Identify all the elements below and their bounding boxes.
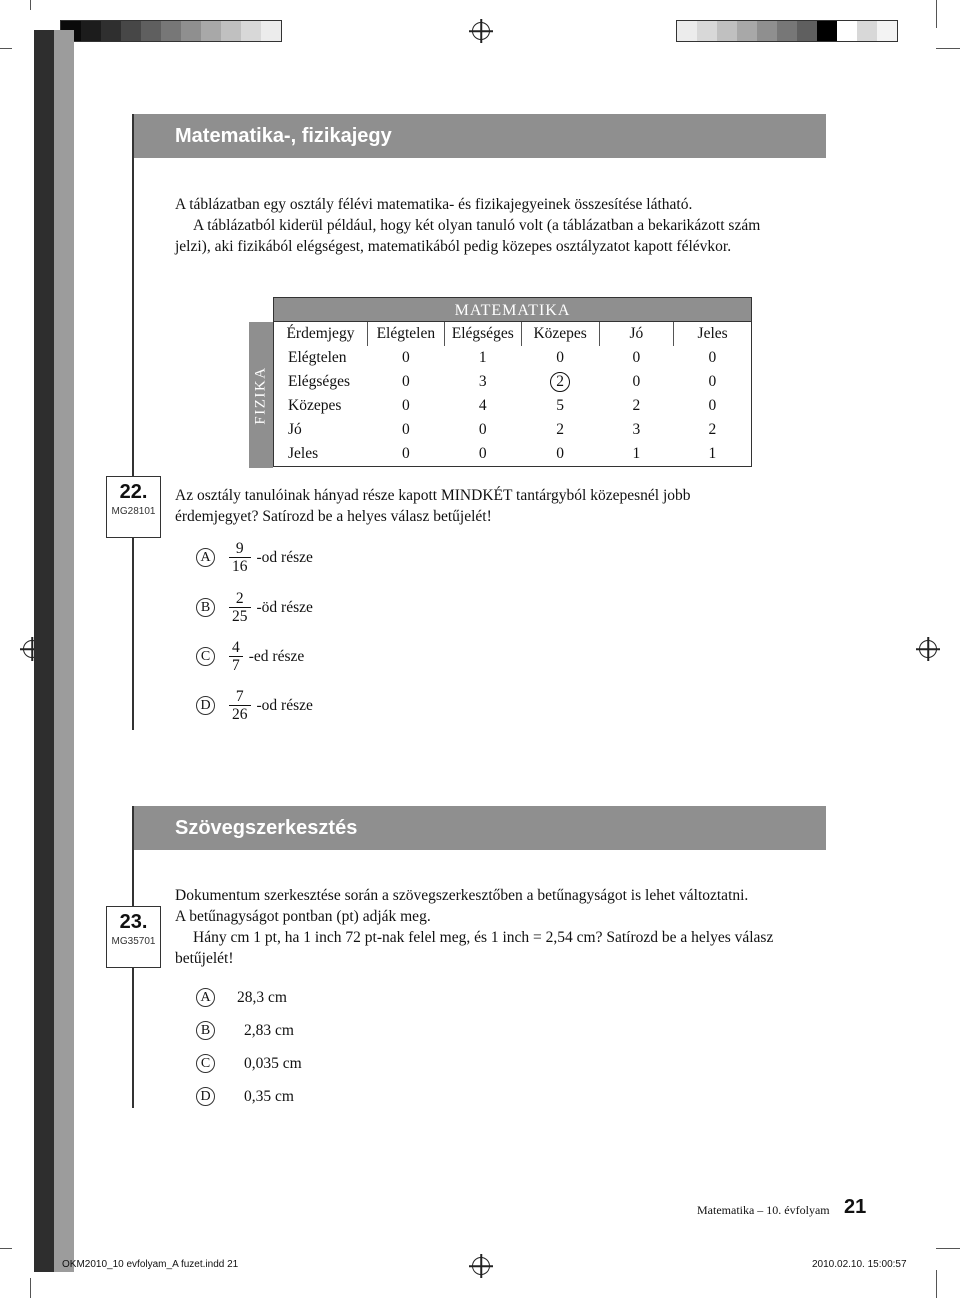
table-row — [274, 370, 752, 394]
fizika-label: FIZIKA — [252, 365, 269, 425]
fraction — [229, 540, 251, 575]
table-row — [274, 394, 752, 418]
registration-mark-icon — [472, 1257, 490, 1275]
crop-mark — [936, 1248, 960, 1249]
option-letter[interactable]: A — [196, 988, 215, 1007]
table-cell: 0 — [556, 349, 564, 366]
table-cell: 1 — [708, 445, 717, 462]
option-suffix: -od része — [256, 548, 313, 566]
option-text: 2,83 cm — [244, 1021, 294, 1039]
fraction-denominator: 25 — [229, 607, 251, 625]
registration-mark-icon — [472, 22, 490, 40]
table-cell: 0 — [708, 373, 717, 390]
answer-option-a[interactable] — [196, 540, 313, 575]
registration-mark-icon — [919, 640, 937, 658]
section-rule — [132, 114, 134, 730]
table-cell: 0 — [708, 349, 717, 366]
table-cell: 2 — [708, 421, 717, 438]
question-code: MG28101 — [111, 506, 156, 517]
answer-option-d[interactable] — [196, 688, 313, 723]
section-title: Szövegszerkesztés — [175, 817, 358, 839]
column-header: Elégséges — [444, 322, 521, 346]
crop-mark — [936, 48, 960, 49]
column-header: Jó — [599, 322, 674, 346]
fraction-denominator: 26 — [229, 705, 251, 723]
fraction — [229, 688, 251, 723]
page-number: 21 — [844, 1196, 867, 1218]
option-letter[interactable]: B — [196, 598, 215, 617]
grayscale-swatch-right — [676, 20, 898, 42]
table-cell: 0 — [632, 373, 641, 390]
answer-option-a[interactable] — [196, 988, 287, 1007]
table-row — [274, 418, 752, 442]
option-suffix: -ed része — [248, 647, 305, 665]
question-number: 23. — [119, 911, 148, 933]
option-suffix: -öd része — [256, 598, 313, 616]
option-text: 0,035 cm — [244, 1054, 302, 1072]
column-header: Elégtelen — [367, 322, 444, 346]
table-row — [274, 442, 752, 467]
table-cell: 0 — [401, 421, 410, 438]
intro-text — [175, 194, 795, 257]
table-cell: 0 — [401, 397, 410, 414]
grayscale-swatch-left — [60, 20, 282, 42]
table-cell: 0 — [401, 349, 410, 366]
answer-option-b[interactable] — [196, 590, 313, 625]
print-slug-date: 2010.02.10. 15:00:57 — [812, 1259, 907, 1270]
page-edge-bar-light — [54, 30, 74, 1272]
fraction-denominator: 16 — [229, 557, 251, 575]
table-cell: 0 — [708, 397, 717, 414]
row-label: Közepes — [288, 397, 342, 414]
question-badge — [106, 906, 161, 968]
circled-value: 2 — [550, 372, 570, 392]
table-cell: 2 — [556, 421, 564, 438]
row-label: Elégséges — [288, 373, 350, 390]
table-cell: 0 — [556, 445, 564, 462]
answer-option-c[interactable] — [196, 1054, 302, 1073]
question-text: Az osztály tanulóinak hányad része kapott MINDKÉT tantárgyból közepesnél jobb érdemjegyet? Satírozd be a helyes válasz betűjelét! — [175, 487, 691, 525]
table-cell: 0 — [478, 445, 487, 462]
crop-mark — [936, 1270, 937, 1298]
intro-line-1: A táblázatban egy osztály félévi matematika- és fizikajegyeinek összesítése látható. — [175, 196, 693, 213]
table-cell: 0 — [401, 373, 410, 390]
question-text — [175, 885, 835, 969]
row-label: Elégtelen — [288, 349, 347, 366]
footer-title: Matematika – 10. évfolyam — [697, 1203, 830, 1217]
section-title-bar — [133, 806, 826, 850]
table-cell: 1 — [632, 445, 641, 462]
fraction-numerator: 2 — [235, 590, 244, 607]
table-cell: 4 — [478, 397, 487, 414]
option-letter[interactable]: A — [196, 548, 215, 567]
crop-mark — [936, 0, 937, 28]
fraction-numerator: 9 — [235, 540, 244, 557]
table-cell: 0 — [478, 421, 487, 438]
fraction — [229, 590, 251, 625]
crop-mark — [0, 1248, 12, 1249]
fraction-numerator: 4 — [232, 639, 240, 656]
column-header: Közepes — [521, 322, 599, 346]
question-code: MG35701 — [111, 936, 156, 947]
question-badge — [106, 476, 161, 538]
table-cell-circled — [521, 370, 599, 394]
table-cell: 0 — [401, 445, 410, 462]
crop-mark — [30, 1278, 31, 1298]
page-edge-bar-dark — [34, 30, 54, 1272]
row-label: Jó — [288, 421, 302, 438]
table-row — [274, 346, 752, 370]
table-cell: 2 — [632, 397, 641, 414]
answer-option-c[interactable] — [196, 639, 304, 674]
option-suffix: -od része — [256, 696, 313, 714]
column-header: Jeles — [697, 325, 728, 342]
option-letter[interactable]: D — [196, 1087, 215, 1106]
question-line: Hány cm 1 pt, ha 1 inch 72 pt-nak felel meg, és 1 inch = 2,54 cm? Satírozd be a helyes válasz betűjelét! — [175, 929, 774, 967]
answer-option-d[interactable] — [196, 1087, 294, 1106]
matematika-column-header — [273, 297, 752, 322]
crop-mark — [30, 0, 31, 10]
option-text: 0,35 cm — [244, 1087, 294, 1105]
section-title-bar — [133, 114, 826, 158]
fizika-row-header — [249, 322, 273, 468]
matematika-label: MATEMATIKA — [454, 302, 571, 319]
section-title: Matematika-, fizikajegy — [175, 125, 392, 147]
question-line: A betűnagyságot pontban (pt) adják meg. — [175, 908, 431, 925]
print-slug-file: OKM2010_10 evfolyam_A fuzet.indd 21 — [62, 1259, 239, 1270]
row-label: Jeles — [288, 445, 319, 462]
table-cell: 3 — [478, 373, 487, 390]
option-letter[interactable]: C — [196, 1054, 215, 1073]
fraction-denominator: 7 — [229, 656, 243, 674]
crop-mark — [0, 48, 12, 49]
table-cell: 1 — [478, 349, 487, 366]
table-cell: 3 — [632, 421, 641, 438]
table-header-row — [274, 322, 752, 346]
question-number: 22. — [119, 481, 148, 503]
answer-option-b[interactable] — [196, 1021, 294, 1040]
option-letter[interactable]: C — [196, 647, 215, 666]
table-cell: 5 — [556, 397, 564, 414]
intro-line-2: A táblázatból kiderül például, hogy két olyan tanuló volt (a táblázatban a bekarikázott szám jelzi), aki fizikából elégségest, matematikából pedig közepes osztályzatot kapott félévkor. — [175, 217, 761, 255]
table-cell: 0 — [632, 349, 641, 366]
fraction-numerator: 7 — [235, 688, 244, 705]
column-header: Érdemjegy — [274, 322, 368, 346]
fraction — [229, 639, 243, 674]
grade-table — [273, 322, 752, 467]
option-text: 28,3 cm — [237, 988, 287, 1006]
option-letter[interactable]: D — [196, 696, 215, 715]
question-line: Dokumentum szerkesztése során a szövegszerkesztőben a betűnagyságot is lehet változtatni. — [175, 887, 749, 904]
option-letter[interactable]: B — [196, 1021, 215, 1040]
